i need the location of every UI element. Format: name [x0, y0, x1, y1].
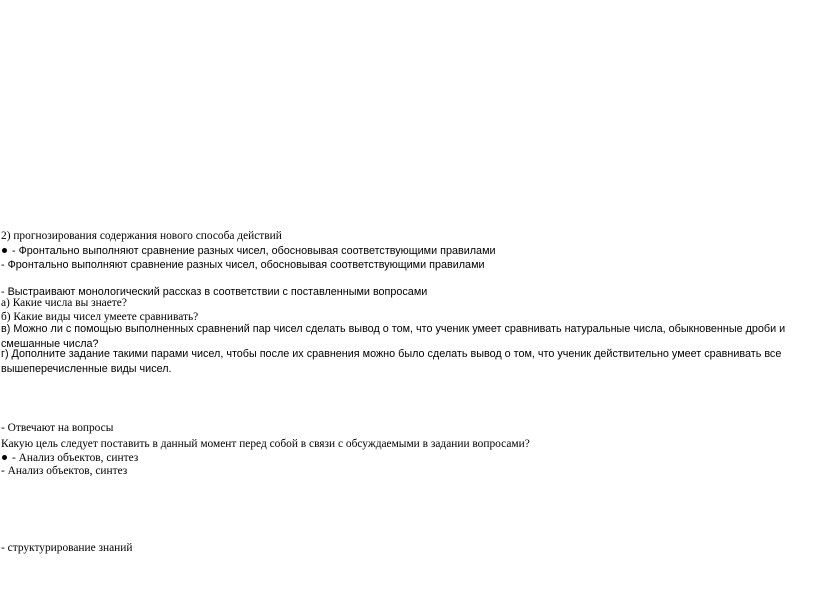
- bullet-dot-icon: [2, 248, 7, 253]
- question-c: в) Можно ли с помощью выполненных сравнений пар чисел сделать вывод о том, что ученик умеет сравнивать натуральные числа, обыкновенные дроби и смешанные числа?: [1, 323, 786, 350]
- text-line-goal-question: Какую цель следует поставить в данный момент перед собой в связи с обсуждаемыми в задании вопросами?: [1, 438, 530, 450]
- text-line-structuring: - структурирование знаний: [1, 542, 133, 554]
- text-line-forecasting: 2) прогнозирования содержания нового способа действий: [1, 230, 282, 242]
- bullet-item-text: - Анализ объектов, синтез: [12, 452, 139, 464]
- bullet-item-frontal-comparison: [1, 244, 496, 259]
- question-d: г) Дополните задание такими парами чисел, чтобы после их сравнения можно было сделать вывод о том, что ученик действительно умеет сравнивать все вышеперечисленные виды чисел.: [1, 348, 782, 375]
- question-a: а) Какие числа вы знаете?: [1, 297, 127, 309]
- text-line-answer: - Отвечают на вопросы: [1, 422, 114, 434]
- text-line-analysis: - Анализ объектов, синтез: [1, 465, 128, 477]
- question-b: б) Какие виды чисел умеете сравнивать?: [1, 311, 199, 323]
- text-line-frontal-comparison: - Фронтально выполняют сравнение разных чисел, обосновывая соответствующими правилами: [1, 259, 485, 271]
- text-line-monologue: - Выстраивают монологический рассказ в соответствии с поставленными вопросами: [1, 286, 428, 298]
- bullet-item-text: - Фронтально выполняют сравнение разных чисел, обосновывая соответствующими правилами: [12, 245, 496, 257]
- bullet-dot-icon: [2, 455, 7, 460]
